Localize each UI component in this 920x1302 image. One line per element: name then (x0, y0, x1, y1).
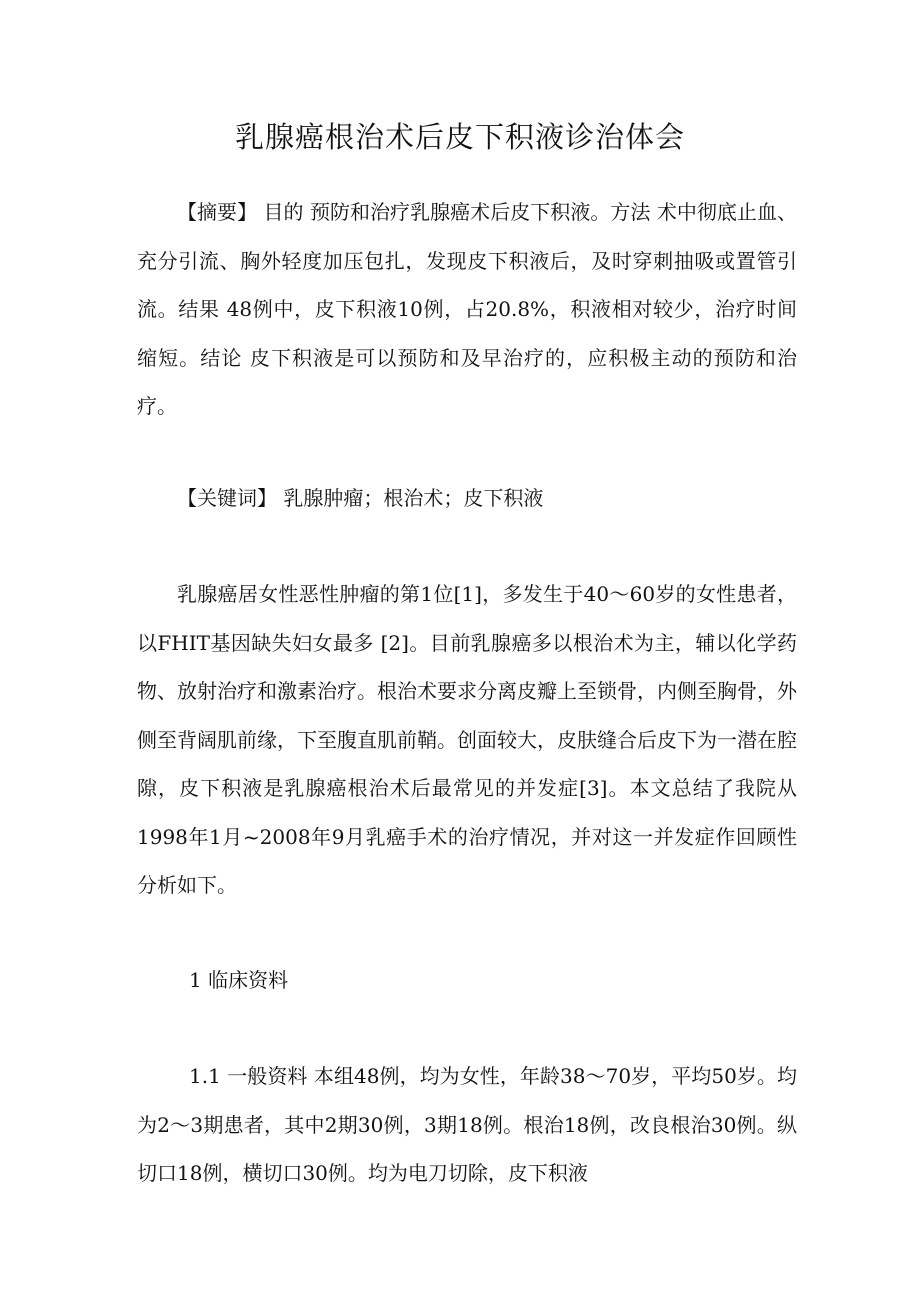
document-title: 乳腺癌根治术后皮下积液诊治体会 (234, 120, 685, 154)
keywords-line: 【关键词】 乳腺肿瘤；根治术；皮下积液 (177, 486, 544, 510)
general-data-block (137, 1052, 797, 1198)
intro-block (137, 570, 797, 910)
section-1-heading: 1 临床资料 (189, 968, 289, 992)
abstract-paragraph: 【摘要】 目的 预防和治疗乳腺癌术后皮下积液。方法 术中彻底止血、充分引流、胸外轻度加压包扎，发现皮下积液后，及时穿刺抽吸或置管引流。结果 48例中，皮下积液10例，占20.8%，积液相对较少，治疗时间缩短。结论 皮下积液是可以预防和及早治疗的，应积极主动的预防和治疗。 (137, 200, 797, 418)
abstract-block (137, 188, 797, 431)
general-data-paragraph: 1.1 一般资料 本组48例，均为女性，年龄38～70岁，平均50岁。均为2～3期患者，其中2期30例，3期18例。根治18例，改良根治30例。纵切口18例，横切口30例。均为电刀切除，皮下积液 (137, 1064, 797, 1185)
section-heading-block (137, 956, 797, 1005)
intro-paragraph: 乳腺癌居女性恶性肿瘤的第1位[1]，多发生于40～60岁的女性患者，以FHIT基因缺失妇女最多 [2]。目前乳腺癌多以根治术为主，辅以化学药物、放射治疗和激素治疗。根治术要求分离皮瓣上至锁骨，内侧至胸骨，外侧至背阔肌前缘，下至腹直肌前鞘。创面较大，皮肤缝合后皮下为一潜在腔隙，皮下积液是乳腺癌根治术后最常见的并发症[3]。本文总结了我院从1998年1月~2008年9月乳癌手术的治疗情况，并对这一并发症作回顾性分析如下。 (137, 582, 797, 897)
keywords-block (137, 474, 797, 523)
